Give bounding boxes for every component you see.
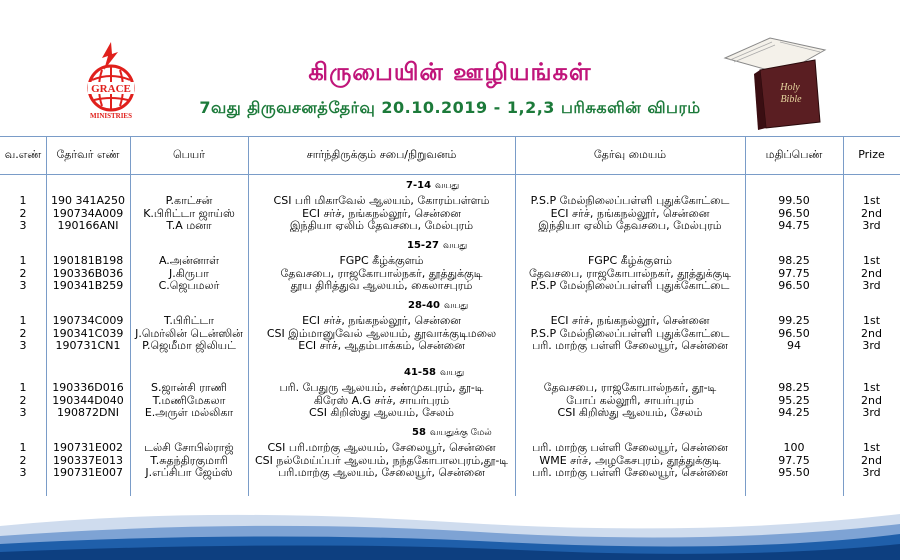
cell-center: P.S.P மேல்நிலைப்பள்ளி புதுக்கோட்டை bbox=[530, 326, 730, 340]
cell-id: 190731E007 bbox=[53, 466, 123, 479]
cell-prize: 3rd bbox=[862, 339, 881, 352]
cell-id: 190734A009 bbox=[52, 206, 124, 220]
cell-sno: 1 bbox=[19, 254, 27, 267]
cell-center: இந்தியா ஏலிம் தேவசபை, மேல்புரம் bbox=[538, 219, 722, 232]
cell-sno: 2 bbox=[19, 266, 27, 280]
cell-center: ECI சர்ச், நங்கநல்லூர், சென்னை bbox=[550, 314, 710, 327]
cell-mark: 97.75 bbox=[778, 453, 810, 467]
cell-prize: 2nd bbox=[861, 266, 882, 280]
cell-name: J.எப்சிபா ஜேம்ஸ் bbox=[145, 466, 233, 479]
footer-wave-decoration bbox=[0, 496, 900, 560]
age-unit: வயதுக்கு மேல் bbox=[429, 428, 492, 438]
cell-mark: 97.75 bbox=[778, 266, 810, 280]
cell-id: 190341B259 bbox=[52, 279, 124, 292]
cell-center: தேவசபை, ராஜகோபால்நகர், தூ-டி bbox=[543, 381, 717, 394]
cell-sno: 2 bbox=[19, 206, 27, 220]
cell-prize: 3rd bbox=[862, 466, 881, 479]
bible-text-bible: Bible bbox=[780, 94, 802, 105]
cell-id: 190 341A250 bbox=[50, 194, 125, 207]
cell-sno: 3 bbox=[19, 279, 27, 292]
cell-center: CSI கிறிஸ்து ஆலயம், சேலம் bbox=[557, 406, 703, 419]
cell-prize: 1st bbox=[862, 314, 881, 327]
cell-church: CSI நல்மேய்ப்பர் ஆலயம், நந்தகோபாலபுரம்,தூ-டி bbox=[254, 453, 509, 467]
cell-id: 190336D016 bbox=[52, 381, 124, 394]
cell-prize: 2nd bbox=[861, 453, 882, 467]
logo-text-ministries: MINISTRIES bbox=[89, 112, 133, 120]
age-unit: வயது bbox=[435, 181, 460, 191]
cell-prize: 1st bbox=[862, 194, 881, 207]
page-header bbox=[0, 0, 900, 135]
cell-church: தூய திரித்துவ ஆலயம், கைலாசபுரம் bbox=[290, 279, 473, 292]
cell-prize: 2nd bbox=[861, 206, 882, 220]
bible-text-holy: Holy bbox=[780, 82, 800, 93]
cell-center: பரி. மாற்கு பள்ளி சேலையூர், சென்னை bbox=[532, 441, 728, 454]
age-range: 7-14 bbox=[406, 180, 432, 191]
col-header-candidate-id: தேர்வர் எண் bbox=[56, 148, 120, 161]
cell-mark: 94.25 bbox=[778, 406, 810, 419]
age-group-label bbox=[408, 300, 468, 312]
cell-mark: 94 bbox=[787, 339, 801, 352]
age-unit: வயது bbox=[443, 301, 469, 311]
cell-mark: 99.25 bbox=[778, 314, 810, 327]
age-range: 41-58 bbox=[404, 367, 436, 378]
cell-sno: 2 bbox=[19, 326, 27, 340]
cell-name: K.பிரிட்டா ஜாய்ஸ் bbox=[143, 206, 235, 220]
col-header-serial: வ.எண் bbox=[4, 148, 42, 161]
cell-church: தேவசபை, ராஜகோபால்நகர், தூத்துக்குடி bbox=[280, 266, 483, 280]
age-group-label bbox=[406, 180, 459, 192]
cell-mark: 96.50 bbox=[778, 279, 810, 292]
age-group-label bbox=[412, 427, 492, 439]
cell-church: ECI சர்ச், ஆதம்பாக்கம், சென்னை bbox=[298, 339, 465, 352]
cell-name: A.அன்னாள் bbox=[158, 254, 220, 267]
cell-id: 190734C009 bbox=[52, 314, 124, 327]
cell-name: S.ஜான்சி ராணி bbox=[151, 381, 227, 394]
cell-sno: 3 bbox=[19, 466, 27, 479]
cell-name: T.சுதந்திரகுமாரி bbox=[150, 453, 228, 467]
cell-name: T.பிரிட்டா bbox=[163, 314, 215, 327]
cell-sno: 1 bbox=[19, 194, 27, 207]
cell-sno: 1 bbox=[19, 381, 27, 394]
age-group-label bbox=[404, 367, 464, 379]
cell-id: 190731CN1 bbox=[55, 339, 121, 352]
cell-church: ECI சர்ச், நங்கநல்லூர், சென்னை bbox=[302, 314, 461, 327]
cell-prize: 1st bbox=[862, 441, 881, 454]
cell-name: P.ஜெமீமா ஜிலியட் bbox=[142, 339, 236, 352]
cell-mark: 95.25 bbox=[778, 393, 810, 407]
cell-church: CSI இம்மானுவேல் ஆலயம், தூவாக்குடிமலை bbox=[266, 326, 497, 340]
age-range: 15-27 bbox=[407, 240, 439, 251]
cell-name: P.காட்சன் bbox=[165, 194, 213, 207]
cell-center: P.S.P மேல்நிலைப்பள்ளி புதுக்கோட்டை bbox=[530, 194, 730, 207]
col-header-exam-center: தேர்வு மையம் bbox=[593, 148, 667, 161]
cell-center: போப் கல்லூரி, சாயர்புரம் bbox=[566, 393, 694, 407]
cell-name: C.ஜெபமலர் bbox=[158, 279, 220, 292]
cell-church: பரி.மாற்கு ஆலயம், சேலையூர், சென்னை bbox=[278, 466, 485, 479]
header-bottom-border bbox=[0, 174, 900, 175]
cell-id: 190336B036 bbox=[52, 266, 124, 280]
age-unit: வயது bbox=[439, 368, 465, 378]
logo-text-grace: GRACE bbox=[91, 83, 131, 95]
cell-church: இந்தியா ஏலிம் தேவசபை, மேல்புரம் bbox=[289, 219, 474, 232]
table-top-border bbox=[0, 136, 900, 137]
results-table bbox=[0, 136, 900, 496]
cell-mark: 99.50 bbox=[778, 194, 810, 207]
cell-prize: 2nd bbox=[861, 326, 882, 340]
cell-church: ECI சர்ச், நங்கநல்லூர், சென்னை bbox=[302, 206, 461, 220]
cell-name: டல்சி சோபில்ராஜ் bbox=[144, 441, 234, 454]
cell-id: 190181B198 bbox=[52, 254, 124, 267]
cell-name: T.A மனா bbox=[166, 219, 212, 232]
cell-name: E.அருள் மல்லிகா bbox=[144, 406, 234, 419]
cell-church: பரி. பேதுரு ஆலயம், சண்முகபுரம், தூ-டி bbox=[279, 381, 484, 394]
cell-mark: 96.50 bbox=[778, 326, 810, 340]
age-unit: வயது bbox=[442, 241, 468, 251]
cell-center: P.S.P மேல்நிலைப்பள்ளி புதுக்கோட்டை bbox=[530, 279, 730, 292]
col-header-name: பெயர் bbox=[173, 148, 205, 161]
age-range: 28-40 bbox=[408, 300, 440, 311]
col-header-church: சார்ந்திருக்கும் சபை/நிறுவனம் bbox=[306, 148, 457, 161]
cell-sno: 2 bbox=[19, 453, 27, 467]
cell-prize: 3rd bbox=[862, 279, 881, 292]
cell-id: 190166ANI bbox=[57, 219, 119, 232]
cell-mark: 94.75 bbox=[778, 219, 810, 232]
cell-mark: 100 bbox=[783, 441, 805, 454]
age-range: 58 bbox=[412, 427, 426, 438]
cell-church: CSI பரி.மாற்கு ஆலயம், சேலையூர், சென்னை bbox=[267, 441, 496, 454]
cell-church: CSI பரி மிகாவேல் ஆலயம், கோரம்பள்ளம் bbox=[273, 194, 490, 207]
cell-sno: 3 bbox=[19, 219, 27, 232]
cell-center: தேவசபை, ராஜகோபால்நகர், தூத்துக்குடி bbox=[528, 266, 732, 280]
cell-church: கிரேஸ் A.G சர்ச், சாயர்புரம் bbox=[313, 393, 450, 407]
cell-center: பரி. மாற்கு பள்ளி சேலையூர், சென்னை bbox=[532, 466, 728, 479]
cell-name: J.கிருபா bbox=[169, 266, 209, 280]
col-header-prize: Prize bbox=[858, 148, 885, 161]
cell-sno: 2 bbox=[19, 393, 27, 407]
cell-center: FGPC கீழ்க்குளம் bbox=[587, 254, 673, 267]
cell-church: FGPC கீழ்க்குளம் bbox=[339, 254, 424, 267]
cell-id: 190341C039 bbox=[52, 326, 124, 340]
cell-center: பரி. மாற்கு பள்ளி சேலையூர், சென்னை bbox=[532, 339, 728, 352]
cell-prize: 1st bbox=[862, 254, 881, 267]
cell-id: 190344D040 bbox=[52, 393, 124, 407]
page-title: கிருபையின் ஊழியங்கள் bbox=[308, 58, 592, 86]
cell-center: WME சர்ச், அழகேசபுரம், தூத்துக்குடி bbox=[539, 453, 721, 467]
cell-church: CSI கிறிஸ்து ஆலயம், சேலம் bbox=[309, 406, 454, 419]
cell-sno: 1 bbox=[19, 441, 27, 454]
cell-prize: 3rd bbox=[862, 406, 881, 419]
cell-id: 190337E013 bbox=[53, 453, 123, 467]
cell-mark: 95.50 bbox=[778, 466, 810, 479]
cell-name: T.மணிமேகலா bbox=[152, 393, 226, 407]
cell-mark: 98.25 bbox=[778, 254, 810, 267]
age-group-label bbox=[407, 240, 467, 252]
cell-sno: 3 bbox=[19, 406, 27, 419]
cell-prize: 1st bbox=[862, 381, 881, 394]
holy-bible-image bbox=[720, 30, 830, 130]
cell-mark: 96.50 bbox=[778, 206, 810, 220]
cell-id: 190872DNI bbox=[57, 406, 119, 419]
cell-mark: 98.25 bbox=[778, 381, 810, 394]
cell-id: 190731E002 bbox=[53, 441, 123, 454]
col-header-marks: மதிப்பெண் bbox=[765, 148, 823, 161]
cell-prize: 3rd bbox=[862, 219, 881, 232]
cell-name: J.மெர்லின் டென்ஸின் bbox=[135, 326, 243, 340]
cell-prize: 2nd bbox=[861, 393, 882, 407]
cell-sno: 3 bbox=[19, 339, 27, 352]
page-subtitle: 7வது திருவசனத்தேர்வு 20.10.2019 - 1,2,3 பரிசுகளின் விபரம் bbox=[199, 98, 701, 117]
cell-center: ECI சர்ச், நங்கநல்லூர், சென்னை bbox=[550, 206, 710, 220]
cell-sno: 1 bbox=[19, 314, 27, 327]
